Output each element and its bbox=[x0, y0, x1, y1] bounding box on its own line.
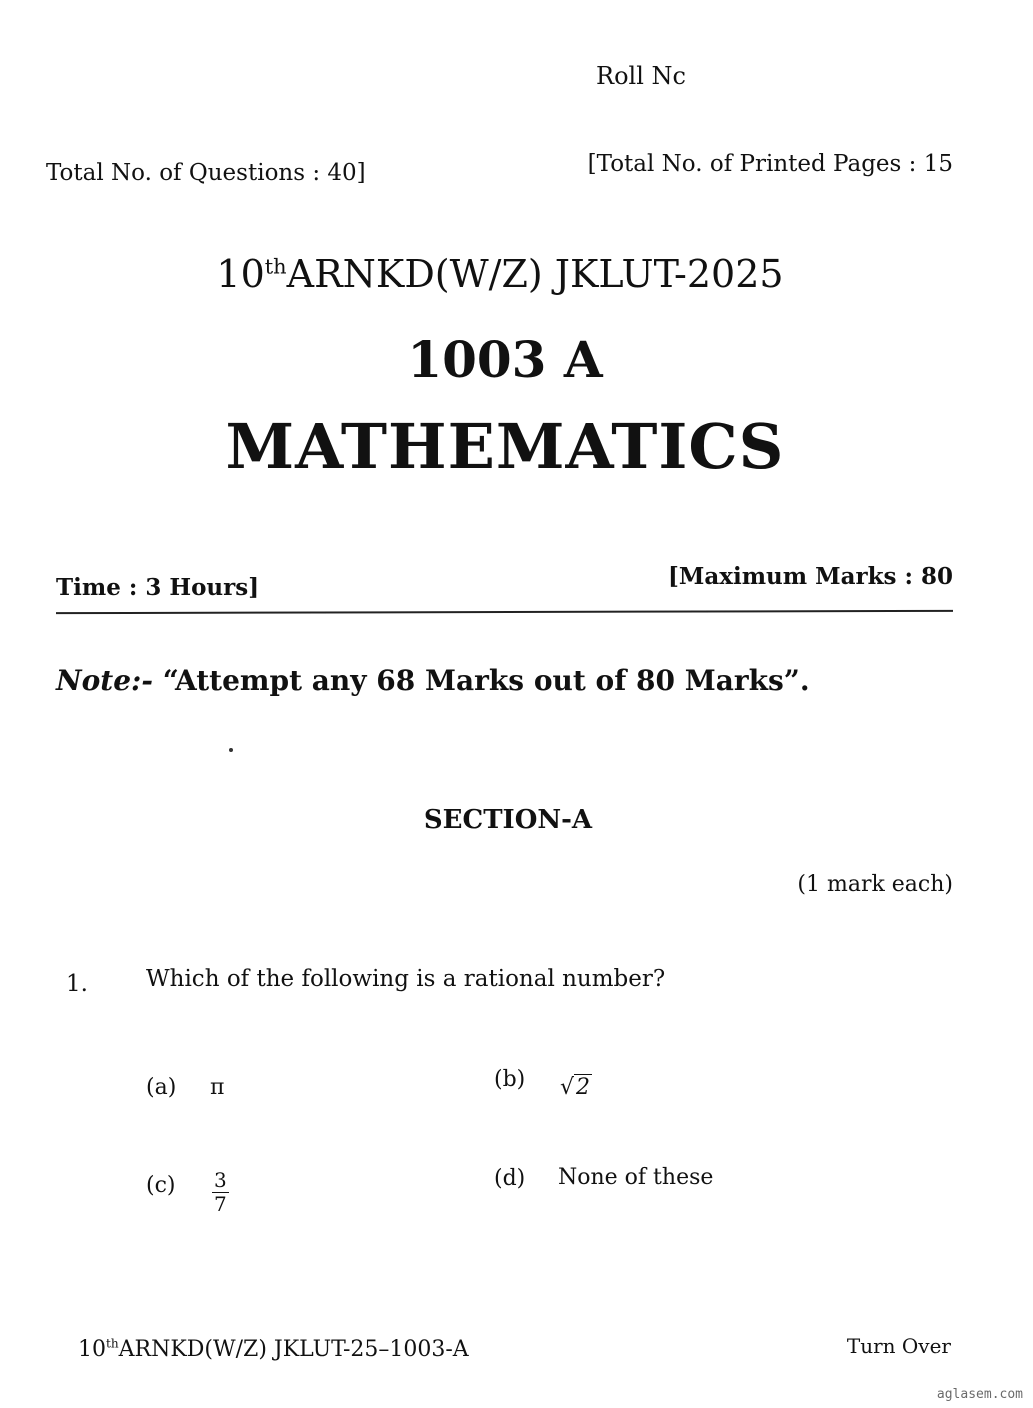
total-questions: Total No. of Questions : 40] bbox=[46, 160, 366, 186]
exam-code bbox=[0, 252, 1000, 296]
stray-dot bbox=[229, 748, 233, 752]
header-divider bbox=[56, 610, 953, 614]
option-a-value: π bbox=[210, 1075, 225, 1100]
exam-code-sup: th bbox=[264, 254, 287, 279]
footer-code-sup: th bbox=[106, 1336, 119, 1351]
note-label: Note:- bbox=[56, 664, 153, 697]
subject-title: MATHEMATICS bbox=[225, 410, 785, 483]
time-allowed: Time : 3 Hours] bbox=[56, 574, 260, 601]
total-printed-pages: [Total No. of Printed Pages : 15 bbox=[587, 151, 953, 177]
turn-over-label: Turn Over bbox=[846, 1334, 951, 1358]
square-root bbox=[560, 1075, 592, 1100]
maximum-marks: [Maximum Marks : 80 bbox=[668, 563, 953, 590]
radicand: 2 bbox=[576, 1075, 591, 1100]
fraction bbox=[212, 1169, 229, 1216]
instruction-note bbox=[56, 664, 810, 697]
footer-code bbox=[78, 1337, 469, 1362]
footer-code-rest: ARNKD(W/Z) JKLUT-25–1003-A bbox=[118, 1337, 469, 1362]
note-text: “Attempt any 68 Marks out of 80 Marks”. bbox=[162, 664, 810, 697]
exam-code-rest: ARNKD(W/Z) JKLUT-2025 bbox=[286, 252, 784, 296]
fraction-denominator: 7 bbox=[214, 1192, 227, 1216]
question-text: Which of the following is a rational number? bbox=[146, 966, 666, 992]
option-b-label: (b) bbox=[494, 1067, 526, 1092]
option-d-label: (d) bbox=[494, 1166, 526, 1191]
paper-code: 1003 A bbox=[407, 330, 603, 389]
radical-sign: √ bbox=[560, 1075, 575, 1100]
watermark: aglasem.com bbox=[936, 1387, 1023, 1402]
marks-per-question: (1 mark each) bbox=[797, 872, 953, 897]
fraction-numerator: 3 bbox=[214, 1168, 227, 1192]
option-c-label: (c) bbox=[146, 1173, 176, 1198]
option-b-value bbox=[560, 1075, 592, 1100]
roll-number-label: Roll Nc bbox=[596, 62, 686, 90]
option-a-label: (a) bbox=[146, 1075, 177, 1100]
footer-code-prefix: 10 bbox=[78, 1337, 106, 1362]
exam-code-prefix: 10 bbox=[216, 252, 265, 296]
option-c-value bbox=[212, 1168, 229, 1216]
option-d-value: None of these bbox=[558, 1165, 714, 1190]
section-title: SECTION-A bbox=[423, 805, 593, 835]
question-number: 1. bbox=[66, 971, 88, 997]
